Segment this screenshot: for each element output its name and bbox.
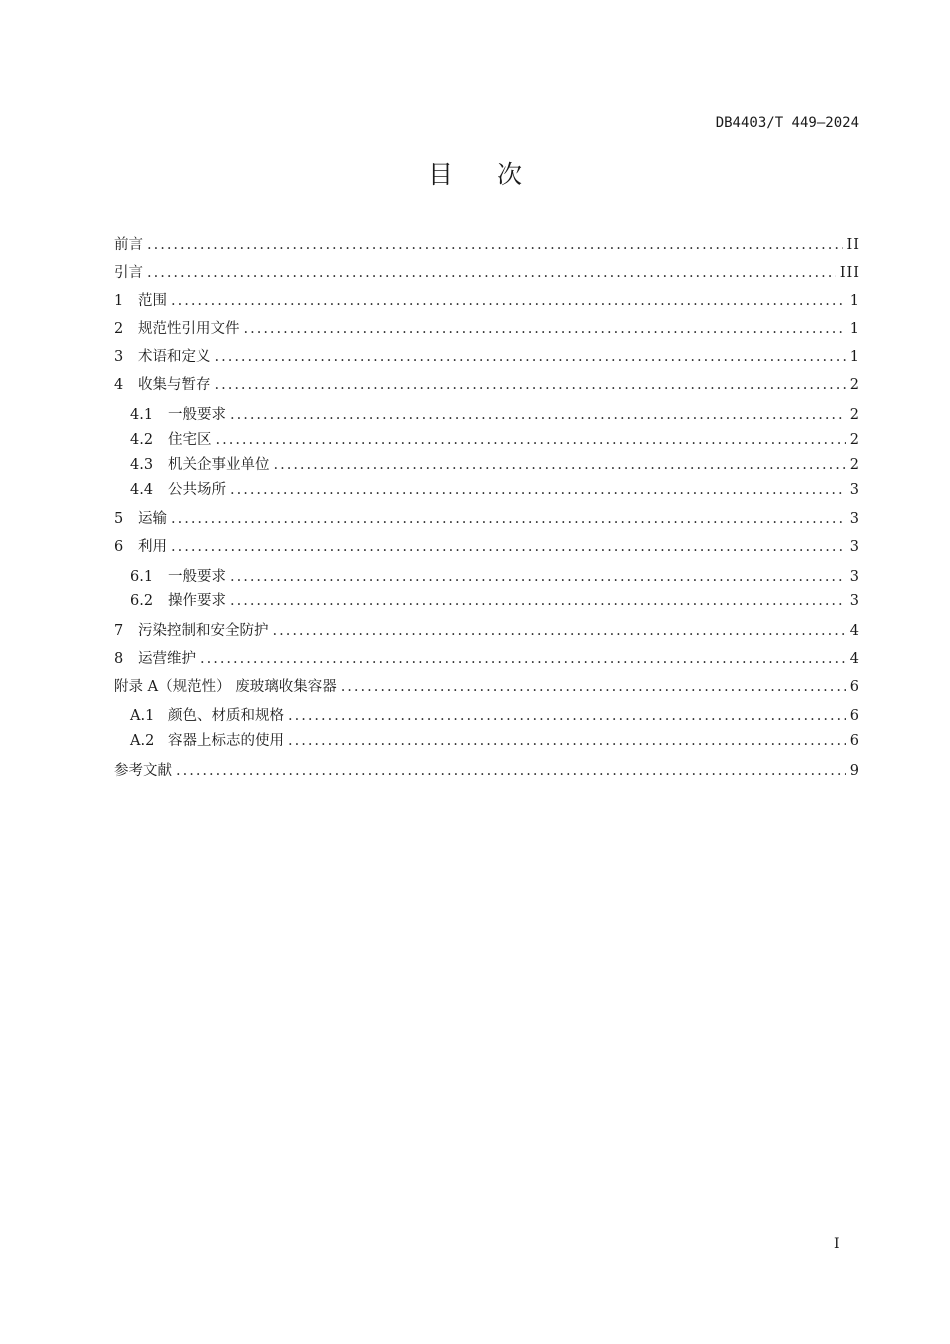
toc-subentry[interactable]	[130, 428, 860, 450]
toc-leader	[273, 623, 846, 639]
toc-entry-number: 4.2	[130, 432, 154, 448]
toc-entry-page: 3	[849, 511, 860, 527]
toc-entry-label: 运营维护	[138, 651, 196, 667]
toc-entry-page: II	[846, 237, 860, 253]
toc-leader	[230, 569, 846, 585]
toc-entry-page: 1	[849, 349, 860, 365]
toc-entry-label: 颜色、材质和规格	[168, 708, 284, 724]
toc-entry[interactable]	[114, 759, 860, 781]
toc-entry-page: 2	[849, 377, 860, 393]
toc-subentry[interactable]	[130, 478, 860, 500]
toc-leader	[176, 763, 846, 779]
toc-entry-number: 2	[114, 321, 124, 337]
toc-entry-number: 4.1	[130, 407, 154, 423]
toc-leader	[171, 511, 846, 527]
toc-entry-number: 1	[114, 293, 124, 309]
toc-subentry[interactable]	[130, 704, 860, 726]
toc-entry-label: 参考文献	[114, 763, 172, 779]
toc-leader	[288, 708, 846, 724]
toc-entry-label: 容器上标志的使用	[168, 733, 284, 749]
toc-entry-number: 8	[114, 651, 124, 667]
toc-entry-label: 规范性引用文件	[138, 321, 240, 337]
toc-leader	[216, 432, 846, 448]
page-title: 目 次	[428, 160, 522, 189]
toc-entry-label: 范围	[138, 293, 167, 309]
toc-entry[interactable]	[114, 619, 860, 641]
toc-leader	[288, 733, 846, 749]
toc-leader	[200, 651, 846, 667]
toc-leader	[274, 457, 846, 473]
toc-subentry[interactable]	[130, 453, 860, 475]
toc-entry-number: 6	[114, 539, 124, 555]
toc-entry-label: 操作要求	[168, 593, 226, 609]
toc-entry-number: A.2	[130, 733, 155, 749]
toc-entry-label: 引言	[114, 265, 143, 281]
toc-entry-page: 3	[849, 482, 860, 498]
toc-leader	[230, 593, 846, 609]
toc-entry-page: 6	[849, 708, 860, 724]
toc-entry-page: 4	[849, 623, 860, 639]
toc-entry-page: 3	[849, 569, 860, 585]
toc-entry-label: 术语和定义	[138, 349, 211, 365]
toc-entry-label: 一般要求	[168, 569, 226, 585]
toc-entry-number: 4.4	[130, 482, 154, 498]
toc-entry[interactable]	[114, 373, 860, 395]
toc-entry-page: 1	[849, 321, 860, 337]
document-code: DB4403/T 449—2024	[715, 115, 859, 131]
toc-entry-number: 7	[114, 623, 124, 639]
toc-entry-page: 2	[849, 432, 860, 448]
toc-entry-number: 6.2	[130, 593, 154, 609]
toc-entry-label: 住宅区	[168, 432, 212, 448]
toc-leader	[244, 321, 846, 337]
toc-subentry[interactable]	[130, 729, 860, 751]
toc-leader	[171, 539, 846, 555]
toc-entry[interactable]	[114, 535, 860, 557]
toc-entry-number: 4	[114, 377, 124, 393]
toc-entry[interactable]	[114, 261, 860, 283]
toc-entry-page: 2	[849, 457, 860, 473]
toc-entry[interactable]	[114, 233, 860, 255]
toc-entry-label: 污染控制和安全防护	[138, 623, 269, 639]
toc-entry-number: 4.3	[130, 457, 154, 473]
toc-entry-page: 3	[849, 593, 860, 609]
page-number: I	[834, 1236, 840, 1252]
toc-entry-page: 9	[849, 763, 860, 779]
toc-leader	[215, 377, 846, 393]
toc-entry-page: 4	[849, 651, 860, 667]
toc-entry[interactable]	[114, 345, 860, 367]
toc-entry-label: 公共场所	[168, 482, 226, 498]
toc-entry[interactable]	[114, 647, 860, 669]
toc-entry[interactable]	[114, 675, 860, 697]
toc-entry-number: 3	[114, 349, 124, 365]
toc-leader	[147, 265, 836, 281]
toc-entry-page: 6	[849, 679, 860, 695]
toc-entry-label: 运输	[138, 511, 167, 527]
toc-leader	[341, 679, 846, 695]
toc-leader	[215, 349, 846, 365]
toc-subentry[interactable]	[130, 403, 860, 425]
toc-entry-label: 前言	[114, 237, 143, 253]
toc-leader	[147, 237, 843, 253]
toc-entry-number: A.1	[130, 708, 155, 724]
toc-entry[interactable]	[114, 507, 860, 529]
toc-entry-number: 5	[114, 511, 124, 527]
toc-entry-number: 6.1	[130, 569, 154, 585]
toc-entry-label: 附录 A（规范性） 废玻璃收集容器	[114, 679, 337, 695]
toc-entry-page: 1	[849, 293, 860, 309]
toc-entry[interactable]	[114, 289, 860, 311]
toc-leader	[230, 407, 846, 423]
toc-entry-page: 2	[849, 407, 860, 423]
toc-leader	[230, 482, 846, 498]
toc-entry-page: III	[839, 265, 860, 281]
toc-entry-label: 利用	[138, 539, 167, 555]
toc-entry-label: 机关企事业单位	[168, 457, 270, 473]
toc-entry-page: 3	[849, 539, 860, 555]
toc-subentry[interactable]	[130, 565, 860, 587]
toc-leader	[171, 293, 846, 309]
toc-subentry[interactable]	[130, 589, 860, 611]
toc-entry-label: 一般要求	[168, 407, 226, 423]
toc-entry-page: 6	[849, 733, 860, 749]
toc-entry[interactable]	[114, 317, 860, 339]
toc-entry-label: 收集与暂存	[138, 377, 211, 393]
